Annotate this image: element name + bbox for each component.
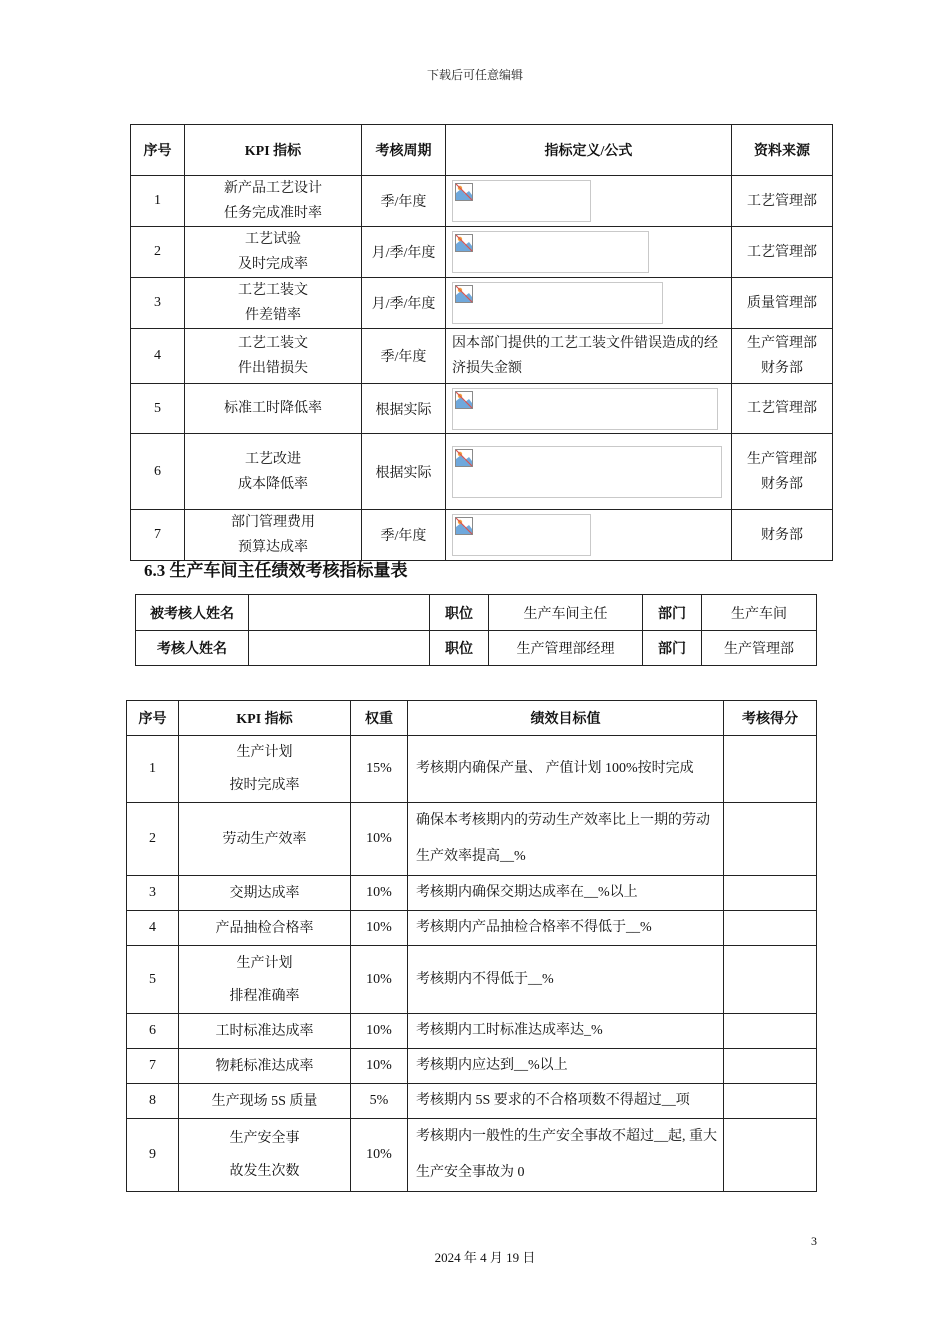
table-row xyxy=(131,176,833,227)
cell-line: 部门管理费用 xyxy=(231,515,315,530)
kpi-name xyxy=(185,278,362,329)
table-row xyxy=(131,278,833,329)
weight: 10% xyxy=(351,946,408,1014)
cell-line: 工艺工装文 xyxy=(238,283,308,298)
data-source xyxy=(732,434,833,510)
weight: 10% xyxy=(351,1119,408,1192)
cell-line: 成本降低率 xyxy=(238,476,308,492)
formula-image xyxy=(452,388,718,430)
header-cell: 绩效目标值 xyxy=(408,701,724,736)
definition xyxy=(446,278,732,329)
cell-line: 任务完成准时率 xyxy=(224,206,322,221)
row-number: 3 xyxy=(127,876,179,911)
cell-line: 财务部 xyxy=(761,527,803,543)
formula-image xyxy=(452,180,591,222)
kpi-name xyxy=(179,876,351,911)
period: 季/年度 xyxy=(362,329,446,384)
section-title: 6.3 生产车间主任绩效考核指标量表 xyxy=(144,561,408,580)
score-cell xyxy=(724,1084,817,1119)
cell-line: 财务部 xyxy=(761,476,803,492)
broken-image-icon xyxy=(455,517,473,535)
table-header-row xyxy=(131,125,833,176)
table-row xyxy=(127,876,817,911)
target-value: 考核期内工时标准达成率达_% xyxy=(408,1014,724,1049)
name-label: 被考核人姓名 xyxy=(136,595,249,631)
score-cell xyxy=(724,946,817,1014)
page-number: 3 xyxy=(811,1234,817,1248)
score-cell xyxy=(724,736,817,803)
header-cell: 资料来源 xyxy=(732,125,833,176)
kpi-name xyxy=(185,384,362,434)
header-cell: KPI 指标 xyxy=(179,701,351,736)
department-value: 生产管理部 xyxy=(702,631,817,666)
weight: 10% xyxy=(351,876,408,911)
row-number: 8 xyxy=(127,1084,179,1119)
kpi-name xyxy=(179,1049,351,1084)
score-cell xyxy=(724,1119,817,1192)
score-cell xyxy=(724,911,817,946)
table-row xyxy=(127,1119,817,1192)
kpi-name xyxy=(185,434,362,510)
cell-line: 财务部 xyxy=(761,361,803,376)
row-number: 6 xyxy=(131,434,185,510)
department-value: 生产车间 xyxy=(702,595,817,631)
score-cell xyxy=(724,1014,817,1049)
formula-image xyxy=(452,446,722,498)
target-value: 考核期内确保交期达成率在__%以上 xyxy=(408,876,724,911)
assessee-info-table xyxy=(135,594,817,666)
weight: 10% xyxy=(351,803,408,876)
cell-line: 标准工时降低率 xyxy=(224,401,322,416)
row-number: 5 xyxy=(131,384,185,434)
cell-line: 工艺试验 xyxy=(245,232,301,247)
weight: 5% xyxy=(351,1084,408,1119)
cell-line: 新产品工艺设计 xyxy=(224,181,322,196)
formula-image xyxy=(452,514,591,556)
cell-line: 工艺管理部 xyxy=(747,401,817,416)
kpi-name xyxy=(179,803,351,876)
table-row xyxy=(131,227,833,278)
table-row xyxy=(131,434,833,510)
data-source xyxy=(732,176,833,227)
score-cell xyxy=(724,1049,817,1084)
position-value: 生产车间主任 xyxy=(489,595,643,631)
table-row xyxy=(131,329,833,384)
row-number: 4 xyxy=(131,329,185,384)
definition xyxy=(446,510,732,561)
period: 根据实际 xyxy=(362,384,446,434)
header-cell: 考核周期 xyxy=(362,125,446,176)
cell-line: 按时完成率 xyxy=(229,778,300,793)
formula-image xyxy=(452,231,649,273)
row-number: 6 xyxy=(127,1014,179,1049)
broken-image-icon xyxy=(455,183,473,201)
cell-line: 劳动生产效率 xyxy=(222,831,307,847)
definition xyxy=(446,329,732,384)
department-label: 部门 xyxy=(643,595,702,631)
definition xyxy=(446,227,732,278)
kpi-name xyxy=(179,946,351,1014)
cell-line: 物耗标准达成率 xyxy=(215,1058,314,1074)
kpi-name xyxy=(185,227,362,278)
cell-line: 件差错率 xyxy=(245,308,301,323)
row-number: 1 xyxy=(127,736,179,803)
table-header-row xyxy=(127,701,817,736)
kpi-table-workshop xyxy=(126,700,817,1192)
formula-image xyxy=(452,282,663,324)
name-value xyxy=(249,631,430,666)
cell-line: 件出错损失 xyxy=(238,361,308,376)
page-header: 下载后可任意编辑 xyxy=(426,68,523,82)
table-row xyxy=(127,803,817,876)
period: 季/年度 xyxy=(362,176,446,227)
position-label: 职位 xyxy=(430,631,489,666)
target-value: 考核期内不得低于__% xyxy=(408,946,724,1014)
kpi-table-process xyxy=(130,124,833,561)
cell-line: 质量管理部 xyxy=(747,295,817,311)
kpi-name xyxy=(179,1084,351,1119)
data-source xyxy=(732,384,833,434)
broken-image-icon xyxy=(455,449,473,467)
score-cell xyxy=(724,876,817,911)
broken-image-icon xyxy=(455,285,473,303)
period: 季/年度 xyxy=(362,510,446,561)
header-cell: 权重 xyxy=(351,701,408,736)
kpi-name xyxy=(179,911,351,946)
period: 根据实际 xyxy=(362,434,446,510)
cell-line: 工艺工装文 xyxy=(238,336,308,351)
broken-image-icon xyxy=(455,234,473,252)
weight: 15% xyxy=(351,736,408,803)
weight: 10% xyxy=(351,911,408,946)
cell-line: 预算达成率 xyxy=(238,540,308,555)
row-number: 3 xyxy=(131,278,185,329)
data-source xyxy=(732,510,833,561)
target-value: 考核期内 5S 要求的不合格项数不得超过__项 xyxy=(408,1084,724,1119)
table-row xyxy=(127,736,817,803)
footer-date: 2024 年 4 月 19 日 xyxy=(434,1250,536,1265)
table-row xyxy=(127,911,817,946)
header-cell: 考核得分 xyxy=(724,701,817,736)
weight: 10% xyxy=(351,1014,408,1049)
target-value: 考核期内应达到__%以上 xyxy=(408,1049,724,1084)
info-row xyxy=(136,631,817,666)
cell-line: 生产计划 xyxy=(236,745,293,760)
row-number: 9 xyxy=(127,1119,179,1192)
header-cell: 指标定义/公式 xyxy=(446,125,732,176)
definition xyxy=(446,434,732,510)
period: 月/季/年度 xyxy=(362,278,446,329)
name-label: 考核人姓名 xyxy=(136,631,249,666)
kpi-name xyxy=(179,736,351,803)
header-cell: 序号 xyxy=(127,701,179,736)
table-row xyxy=(127,1049,817,1084)
row-number: 4 xyxy=(127,911,179,946)
kpi-name xyxy=(185,176,362,227)
cell-line: 及时完成率 xyxy=(238,257,308,272)
row-number: 7 xyxy=(131,510,185,561)
weight: 10% xyxy=(351,1049,408,1084)
period: 月/季/年度 xyxy=(362,227,446,278)
position-label: 职位 xyxy=(430,595,489,631)
cell-line: 生产安全事 xyxy=(229,1131,300,1146)
cell-line: 交期达成率 xyxy=(229,885,300,901)
table-row xyxy=(131,510,833,561)
cell-line: 工艺改进 xyxy=(245,451,301,467)
broken-image-icon xyxy=(455,391,473,409)
cell-line: 生产管理部 xyxy=(747,451,817,467)
cell-line: 故发生次数 xyxy=(229,1164,300,1179)
cell-line: 生产现场 5S 质量 xyxy=(211,1093,318,1109)
table-row xyxy=(127,946,817,1014)
definition xyxy=(446,176,732,227)
target-value: 考核期内一般性的生产安全事故不超过__起, 重大生产安全事故为 0 xyxy=(408,1119,724,1192)
kpi-name xyxy=(185,510,362,561)
target-value: 确保本考核期内的劳动生产效率比上一期的劳动生产效率提高__% xyxy=(408,803,724,876)
target-value: 考核期内确保产量、 产值计划 100%按时完成 xyxy=(408,736,724,803)
table-row xyxy=(127,1014,817,1049)
cell-line: 生产管理部 xyxy=(747,336,817,351)
cell-line: 工时标准达成率 xyxy=(215,1023,314,1039)
kpi-name xyxy=(179,1014,351,1049)
cell-line: 排程准确率 xyxy=(229,988,300,1004)
row-number: 5 xyxy=(127,946,179,1014)
header-cell: 序号 xyxy=(131,125,185,176)
row-number: 1 xyxy=(131,176,185,227)
table-row xyxy=(127,1084,817,1119)
name-value xyxy=(249,595,430,631)
position-value: 生产管理部经理 xyxy=(489,631,643,666)
cell-line: 工艺管理部 xyxy=(747,193,817,209)
cell-line: 产品抽检合格率 xyxy=(215,920,314,936)
cell-line: 生产计划 xyxy=(236,955,293,971)
row-number: 7 xyxy=(127,1049,179,1084)
table-row xyxy=(131,384,833,434)
row-number: 2 xyxy=(127,803,179,876)
department-label: 部门 xyxy=(643,631,702,666)
kpi-name xyxy=(185,329,362,384)
data-source xyxy=(732,227,833,278)
header-cell: KPI 指标 xyxy=(185,125,362,176)
cell-line: 工艺管理部 xyxy=(747,244,817,260)
definition xyxy=(446,384,732,434)
kpi-name xyxy=(179,1119,351,1192)
score-cell xyxy=(724,803,817,876)
data-source xyxy=(732,329,833,384)
data-source xyxy=(732,278,833,329)
info-row xyxy=(136,595,817,631)
row-number: 2 xyxy=(131,227,185,278)
definition-text: 因本部门提供的工艺工装文件错误造成的经济损失金额 xyxy=(452,336,718,376)
target-value: 考核期内产品抽检合格率不得低于__% xyxy=(408,911,724,946)
